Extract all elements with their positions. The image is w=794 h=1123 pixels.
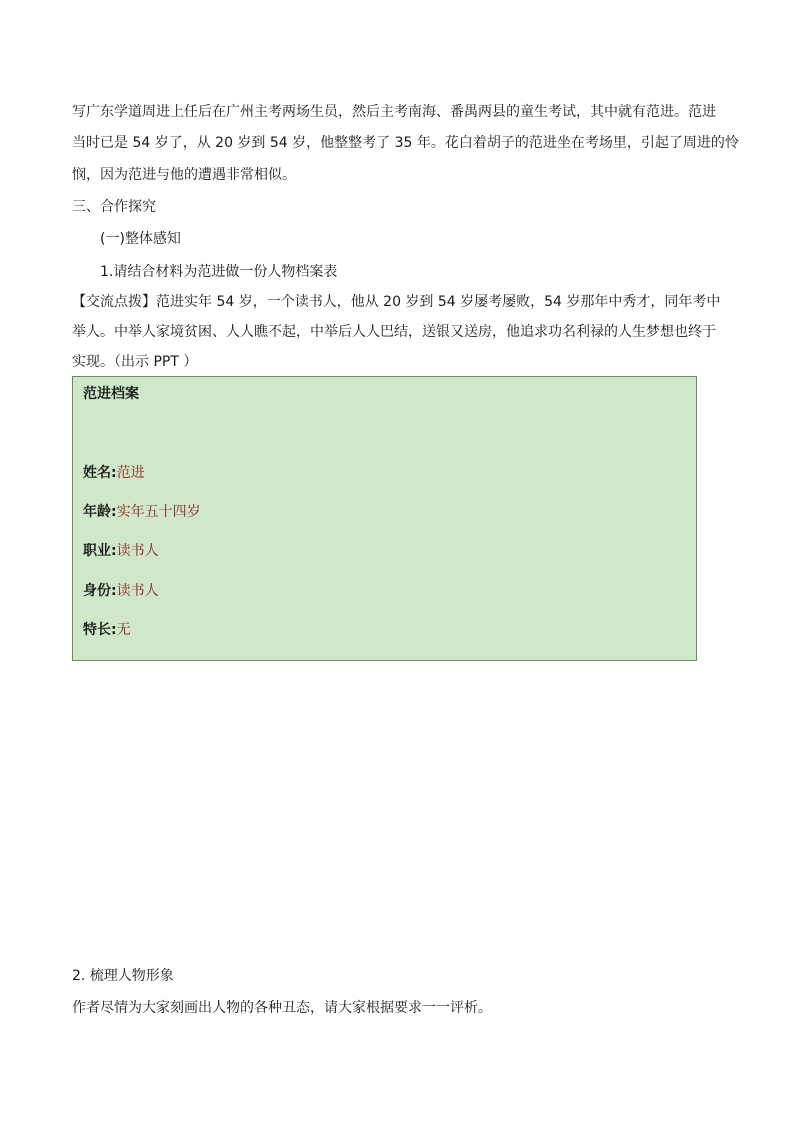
- field-value: 读书人: [116, 583, 159, 599]
- answer-line-1: 【交流点拨】范进实年 54 岁，一个读书人，他从 20 岁到 54 岁屡考屡败，54 岁那年中秀才，同年考中: [72, 294, 721, 310]
- field-value: 读书人: [116, 543, 159, 559]
- answer-line-2: 举人。中举人家境贫困、人人瞧不起，中举后人人巴结，送银又送房，他追求功名利禄的人生梦想也终于: [72, 324, 716, 340]
- paragraph-line-2: 当时已是 54 岁了，从 20 岁到 54 岁，他整整考了 35 年。花白着胡子的范进坐在考场里，引起了周进的怜: [72, 135, 739, 151]
- field-value: 无: [116, 622, 131, 638]
- profile-field-identity: [83, 581, 159, 601]
- section-heading: 三、合作探究: [72, 199, 156, 215]
- field-label: 职业:: [83, 543, 117, 559]
- profile-field-occupation: [83, 541, 159, 561]
- subsection-heading: (一)整体感知: [100, 231, 181, 247]
- question-1: 1.请结合材料为范进做一份人物档案表: [100, 264, 338, 280]
- field-value: 实年五十四岁: [116, 504, 201, 520]
- field-value: 范进: [116, 465, 145, 481]
- profile-field-age: [83, 502, 201, 522]
- field-label: 姓名:: [83, 465, 117, 481]
- field-label: 特长:: [83, 622, 117, 638]
- paragraph-line-1: 写广东学道周进上任后在广州主考两场生员，然后主考南海、番禺两县的童生考试，其中就有范进。范进: [72, 104, 716, 120]
- profile-field-specialty: [83, 620, 131, 640]
- question-2-description: 作者尽情为大家刻画出人物的各种丑态，请大家根据要求一一评析。: [72, 1000, 492, 1016]
- paragraph-line-3: 悯，因为范进与他的遭遇非常相似。: [72, 167, 296, 183]
- answer-line-3: 实现。（出示 PPT ）: [72, 354, 198, 370]
- field-label: 年龄:: [83, 504, 117, 520]
- profile-field-name: [83, 463, 145, 483]
- profile-box: [72, 376, 697, 661]
- profile-title: 范进档案: [83, 386, 139, 402]
- field-label: 身份:: [83, 583, 117, 599]
- question-2: 2. 梳理人物形象: [72, 968, 174, 984]
